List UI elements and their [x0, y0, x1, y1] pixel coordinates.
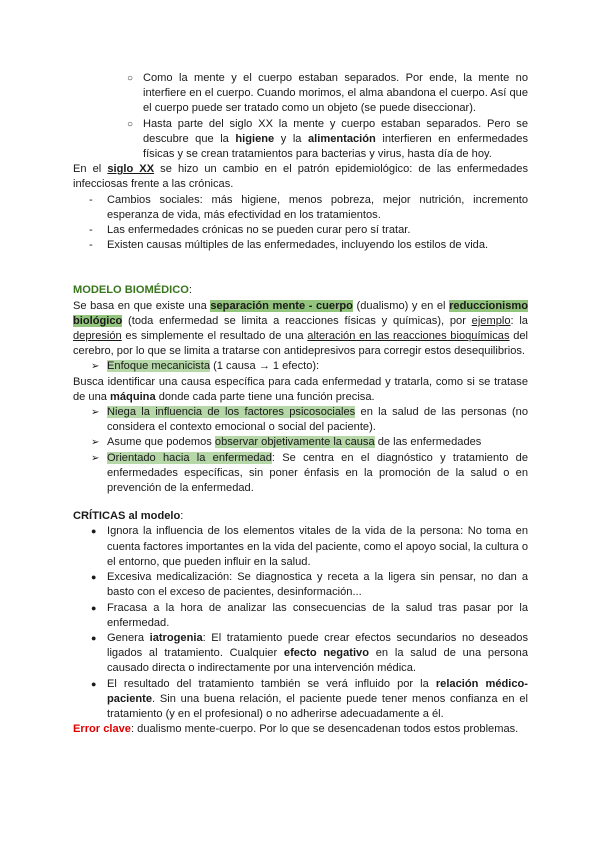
dot-bullet-icon: ●	[91, 678, 97, 689]
list-item	[73, 435, 528, 450]
maquina-paragraph	[73, 375, 528, 405]
list-item	[73, 223, 528, 238]
text-run: donde cada parte tiene una función precisa.	[155, 390, 375, 403]
siglo-paragraph	[73, 162, 528, 192]
highlighted-text: Niega la influencia de los factores psicosociales	[107, 406, 356, 419]
error-clave-line	[73, 722, 528, 737]
underlined-text: depresión	[73, 330, 122, 343]
list-item-text: Cambios sociales: más higiene, menos pobreza, mejor nutrición, incremento esperanza de vida, más efectividad en los tratamientos.	[107, 193, 528, 221]
text-run: del cerebro, por lo que se limita a tratarse con antidepresivos para corregir estos desequilibrios.	[73, 330, 528, 358]
list-item	[73, 601, 528, 631]
text-run: . Sin una buena relación, el paciente puede tener menos confianza en el tratamiento (y en el profesional) o no adherirse adecuadamente a él.	[107, 692, 528, 720]
arrow-bullet-icon: ➢	[91, 452, 100, 464]
spacer	[73, 253, 528, 283]
dash-list	[73, 193, 528, 254]
text-run: Genera	[107, 631, 150, 644]
highlighted-text: separación mente - cuerpo	[210, 299, 353, 312]
arrow-bullet-icon: ➢	[91, 407, 100, 419]
top-sublist	[73, 71, 528, 162]
highlighted-text: observar objetivamente la causa	[214, 436, 375, 449]
text-run: (dualismo) y en el	[352, 299, 450, 312]
text-run: Excesiva medicalización: Se diagnostica y receta a la ligera sin pensar, no dan a basto con el exceso de pacientes, desinformación...	[107, 571, 528, 599]
modelo-paragraph	[73, 299, 528, 360]
bold-text: higiene	[235, 132, 275, 145]
highlighted-text: biológico	[73, 314, 123, 327]
spacer	[73, 496, 528, 509]
arrow-bullet-icon: ➢	[91, 437, 100, 449]
circle-bullet-icon: ○	[127, 118, 134, 130]
list-item	[73, 570, 528, 600]
arrow-bullet-icon: ➢	[91, 361, 100, 373]
text-run: se hizo un cambio en el patrón epidemiológico: de las enfermedades infecciosas frente a las crónicas.	[73, 163, 528, 191]
list-item	[73, 631, 528, 677]
list-item	[73, 524, 528, 570]
text-run: Hasta parte del siglo XX la mente y cuerpo estaban separados. Pero se descubre que la	[143, 117, 528, 145]
highlighted-text: reduccionismo	[449, 299, 529, 312]
dot-bullet-icon: ●	[91, 602, 97, 613]
text-run: El resultado del tratamiento también se verá influido por la	[107, 677, 436, 690]
list-item	[73, 117, 528, 163]
bold-text: efecto negativo	[283, 647, 369, 660]
dot-bullet-icon: ●	[91, 526, 97, 537]
list-item-text: Existen causas múltiples de las enfermedades, incluyendo los estilos de vida.	[107, 239, 489, 252]
modelo-heading	[73, 283, 528, 298]
text-run: : El tratamiento puede crear efectos secundarios no deseados ligados al tratamiento. Cualquier	[107, 631, 528, 660]
section-heading: MODELO BIOMÉDICO	[73, 284, 189, 297]
text-run: de las enfermedades	[374, 436, 482, 449]
text-run: Busca identificar una causa específica para cada enfermedad y tratarla, como si se tratase de una	[73, 375, 528, 403]
list-item	[73, 451, 528, 497]
list-item	[73, 71, 528, 117]
text-run: (1 causa → 1 efecto):	[210, 360, 320, 373]
text-run: (toda enfermedad se limita a reacciones físicas y químicas), por	[122, 314, 472, 327]
bold-text: máquina	[110, 390, 156, 403]
text-run: En el	[73, 163, 108, 176]
dash-bullet-icon: -	[89, 239, 93, 252]
bold-text: relación médico-paciente	[107, 677, 528, 705]
circle-bullet-icon: ○	[127, 73, 134, 84]
underlined-text: alteración en las reacciones bioquímicas	[307, 330, 510, 343]
list-item	[73, 405, 528, 435]
text-run: en la salud de una persona causado directa o indirectamente por una intervención médica.	[107, 647, 529, 675]
underlined-text: ejemplo	[471, 314, 511, 327]
list-item	[73, 677, 528, 723]
list-item	[73, 238, 528, 253]
arrow-list-mecanicista	[73, 359, 528, 374]
heading-colon: :	[180, 510, 184, 523]
text-run: Se basa en que existe una	[73, 299, 211, 312]
criticas-list	[73, 524, 528, 722]
text-run: es simplemente el resultado de una	[121, 330, 308, 343]
list-item-text: Como la mente y el cuerpo estaban separados. Por ende, la mente no interfiere en el cuerpo. Cuando morimos, el alma abandona el cuerpo. Así que el cuerpo puede ser tratado como un objeto (se puede diseccionar).	[143, 72, 528, 115]
dot-bullet-icon: ●	[91, 572, 97, 583]
text-run: : Se centra en el diagnóstico y tratamiento de enfermedades específicas, sin poner énfasis en la promoción de la salud o en prevención de la enfermedad.	[107, 451, 529, 495]
dot-bullet-icon: ●	[91, 632, 97, 643]
heading-colon: :	[188, 284, 192, 297]
highlighted-text: Enfoque mecanicista	[107, 360, 210, 373]
text-run: en la salud de las personas (no considera el contexto emocional o social del paciente).	[107, 406, 528, 434]
arrow-list	[73, 405, 528, 496]
list-item-text: Las enfermedades crónicas no se pueden curar pero sí tratar.	[107, 224, 411, 237]
text-run: y la	[274, 132, 308, 145]
bold-text: iatrogenia	[149, 631, 203, 644]
text-run: Asume que podemos	[107, 436, 215, 449]
text-run: Ignora la influencia de los elementos vitales de la vida de la persona: No toma en cuenta factores importantes en la vida del paciente, como el apoyo social, la cultura o el entorno, que pueden influir en la salud.	[107, 525, 528, 568]
list-item	[73, 359, 528, 374]
error-label: Error clave	[73, 723, 131, 736]
highlighted-text: Orientado hacia la enfermedad	[107, 451, 272, 464]
text-run: : la	[510, 314, 528, 327]
text-run: interfieren en enfermedades físicas y se crean tratamientos para bacterias y virus, hasta día de hoy.	[143, 132, 529, 161]
text-run: Fracasa a la hora de analizar las consecuencias de la salud tras pasar por la enfermedad.	[107, 601, 528, 629]
dash-bullet-icon: -	[89, 224, 93, 237]
criticas-heading	[73, 509, 528, 524]
document-content	[73, 71, 528, 737]
section-heading: CRÍTICAS al modelo	[73, 510, 181, 523]
text-run: : dualismo mente-cuerpo. Por lo que se desencadenan todos estos problemas.	[130, 723, 519, 736]
list-item	[73, 193, 528, 223]
bold-text: alimentación	[308, 132, 376, 145]
bold-underlined-text: siglo XX	[107, 163, 155, 176]
dash-bullet-icon: -	[89, 193, 93, 206]
